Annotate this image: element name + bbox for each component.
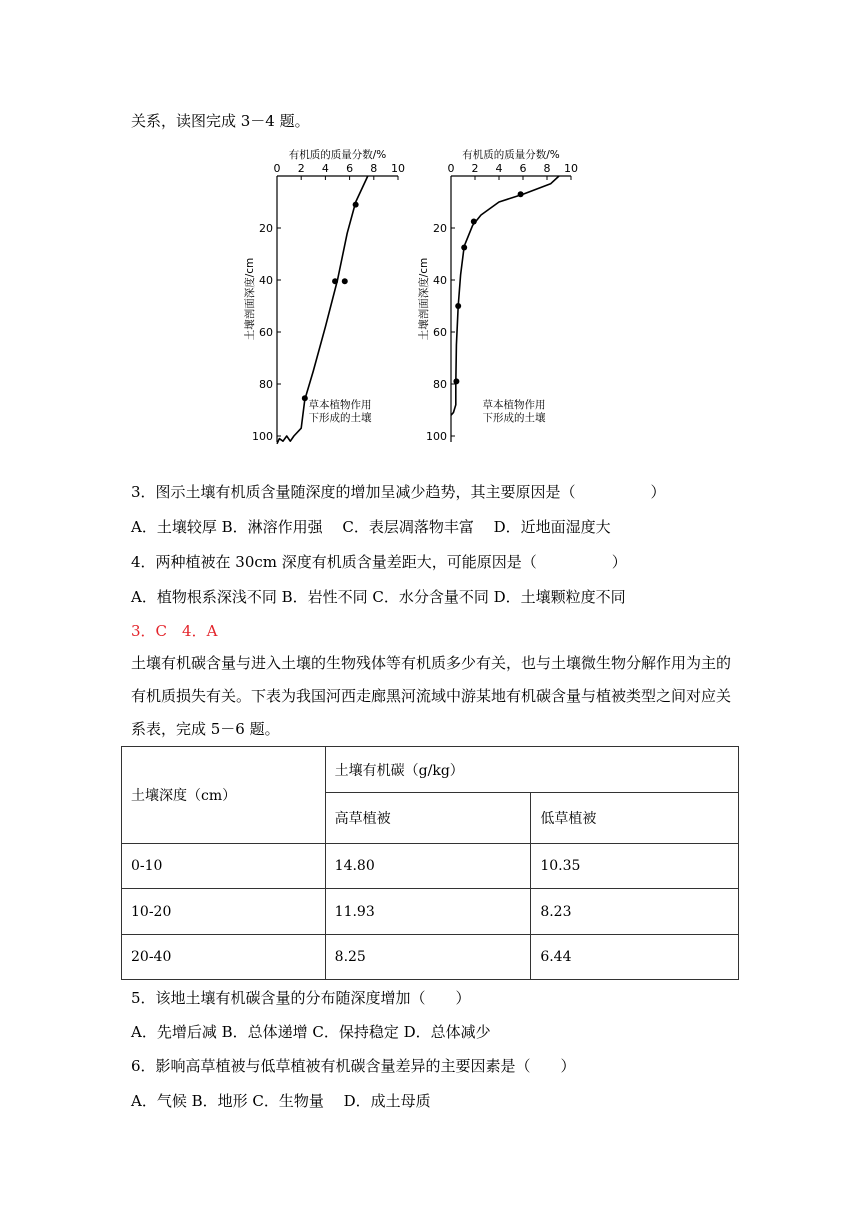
x-tick-label: 0 bbox=[447, 162, 455, 175]
x-tick-label: 0 bbox=[273, 162, 281, 175]
high-grass-cell: 11.93 bbox=[325, 889, 531, 935]
x-tick-label: 6 bbox=[346, 162, 354, 175]
question-6: 6．影响高草植被与低草植被有机碳含量差异的主要因素是（ ） bbox=[131, 1057, 576, 1075]
depth-cell: 20-40 bbox=[122, 935, 326, 980]
x-tick-label: 10 bbox=[391, 162, 405, 175]
y-tick-label: 60 bbox=[259, 326, 273, 339]
soil-organic-matter-charts bbox=[230, 140, 590, 445]
question-5: 5．该地土壤有机碳含量的分布随深度增加（ ） bbox=[131, 989, 471, 1007]
question-4: 4．两种植被在 30cm 深度有机质含量差距大，可能原因是（ ） bbox=[131, 553, 627, 571]
y-tick-label: 80 bbox=[259, 378, 273, 391]
data-point bbox=[342, 278, 348, 284]
chart-2 bbox=[417, 148, 578, 443]
x-axis-title: 有机质的质量分数/% bbox=[288, 149, 387, 161]
table-header-row bbox=[122, 747, 739, 793]
y-tick-label: 80 bbox=[433, 378, 447, 391]
x-tick-label: 10 bbox=[564, 162, 578, 175]
table-row bbox=[122, 844, 739, 889]
question-3-options: A．土壤较厚 B．淋溶作用强 C．表层凋落物丰富 D．近地面湿度大 bbox=[131, 518, 611, 536]
y-tick-label: 20 bbox=[259, 222, 273, 235]
question-5-options: A．先增后减 B．总体递增 C．保持稳定 D．总体减少 bbox=[131, 1023, 491, 1041]
y-tick-label: 40 bbox=[259, 274, 273, 287]
table-row bbox=[122, 889, 739, 935]
chart-annotation-line: 下形成的土壤 bbox=[308, 412, 372, 424]
x-tick-label: 8 bbox=[370, 162, 378, 175]
depth-cell: 10-20 bbox=[122, 889, 326, 935]
high-grass-cell: 14.80 bbox=[325, 844, 531, 889]
y-tick-label: 20 bbox=[433, 222, 447, 235]
question-4-options: A．植物根系深浅不同 B．岩性不同 C．水分含量不同 D．土壤颗粒度不同 bbox=[131, 588, 626, 606]
data-point bbox=[461, 245, 467, 251]
x-tick-label: 2 bbox=[297, 162, 305, 175]
x-tick-label: 4 bbox=[495, 162, 503, 175]
profile-curve bbox=[451, 176, 559, 415]
low-grass-cell: 6.44 bbox=[531, 935, 739, 980]
organic-carbon-table bbox=[121, 746, 739, 980]
high-grass-header: 高草植被 bbox=[325, 793, 531, 844]
chart-annotation-line: 草本植物作用 bbox=[482, 399, 546, 411]
y-axis-title: 土壤剖面深度/cm bbox=[418, 257, 430, 341]
depth-header: 土壤深度（cm） bbox=[122, 747, 326, 844]
y-tick-label: 100 bbox=[426, 430, 447, 443]
chart-annotation-line: 草本植物作用 bbox=[308, 399, 372, 411]
x-tick-label: 4 bbox=[321, 162, 329, 175]
low-grass-cell: 8.23 bbox=[531, 889, 739, 935]
chart-annotation-line: 下形成的土壤 bbox=[482, 412, 546, 424]
data-point bbox=[353, 202, 359, 208]
chart-1 bbox=[243, 148, 405, 444]
data-point bbox=[518, 191, 524, 197]
data-point bbox=[302, 395, 308, 401]
answer-3-4: 3．C 4．A bbox=[131, 622, 218, 640]
paragraph-line-2: 有机质损失有关。下表为我国河西走廊黑河流域中游某地有机碳含量与植被类型之间对应关 bbox=[131, 687, 732, 705]
y-axis-title: 土壤剖面深度/cm bbox=[244, 257, 256, 341]
carbon-group-header: 土壤有机碳（g/kg） bbox=[325, 747, 738, 793]
low-grass-header: 低草植被 bbox=[531, 793, 739, 844]
x-tick-label: 6 bbox=[519, 162, 527, 175]
question-3: 3．图示土壤有机质含量随深度的增加呈减少趋势，其主要原因是（ ） bbox=[131, 483, 666, 501]
low-grass-cell: 10.35 bbox=[531, 844, 739, 889]
paragraph-line-1: 土壤有机碳含量与进入土壤的生物残体等有机质多少有关，也与土壤微生物分解作用为主的 bbox=[131, 654, 732, 672]
data-point bbox=[455, 303, 461, 309]
x-tick-label: 2 bbox=[471, 162, 479, 175]
question-6-options: A．气候 B．地形 C．生物量 D．成土母质 bbox=[131, 1092, 431, 1110]
data-point bbox=[471, 219, 477, 225]
y-tick-label: 40 bbox=[433, 274, 447, 287]
table-row bbox=[122, 935, 739, 980]
depth-cell: 0-10 bbox=[122, 844, 326, 889]
y-tick-label: 60 bbox=[433, 326, 447, 339]
x-axis-title: 有机质的质量分数/% bbox=[462, 149, 560, 161]
intro-text: 关系，读图完成 3－4 题。 bbox=[131, 112, 310, 130]
paragraph-line-3: 系表，完成 5－6 题。 bbox=[131, 720, 280, 738]
high-grass-cell: 8.25 bbox=[325, 935, 531, 980]
data-point bbox=[332, 278, 338, 284]
x-tick-label: 8 bbox=[543, 162, 551, 175]
y-tick-label: 100 bbox=[252, 430, 273, 443]
data-point bbox=[453, 378, 459, 384]
